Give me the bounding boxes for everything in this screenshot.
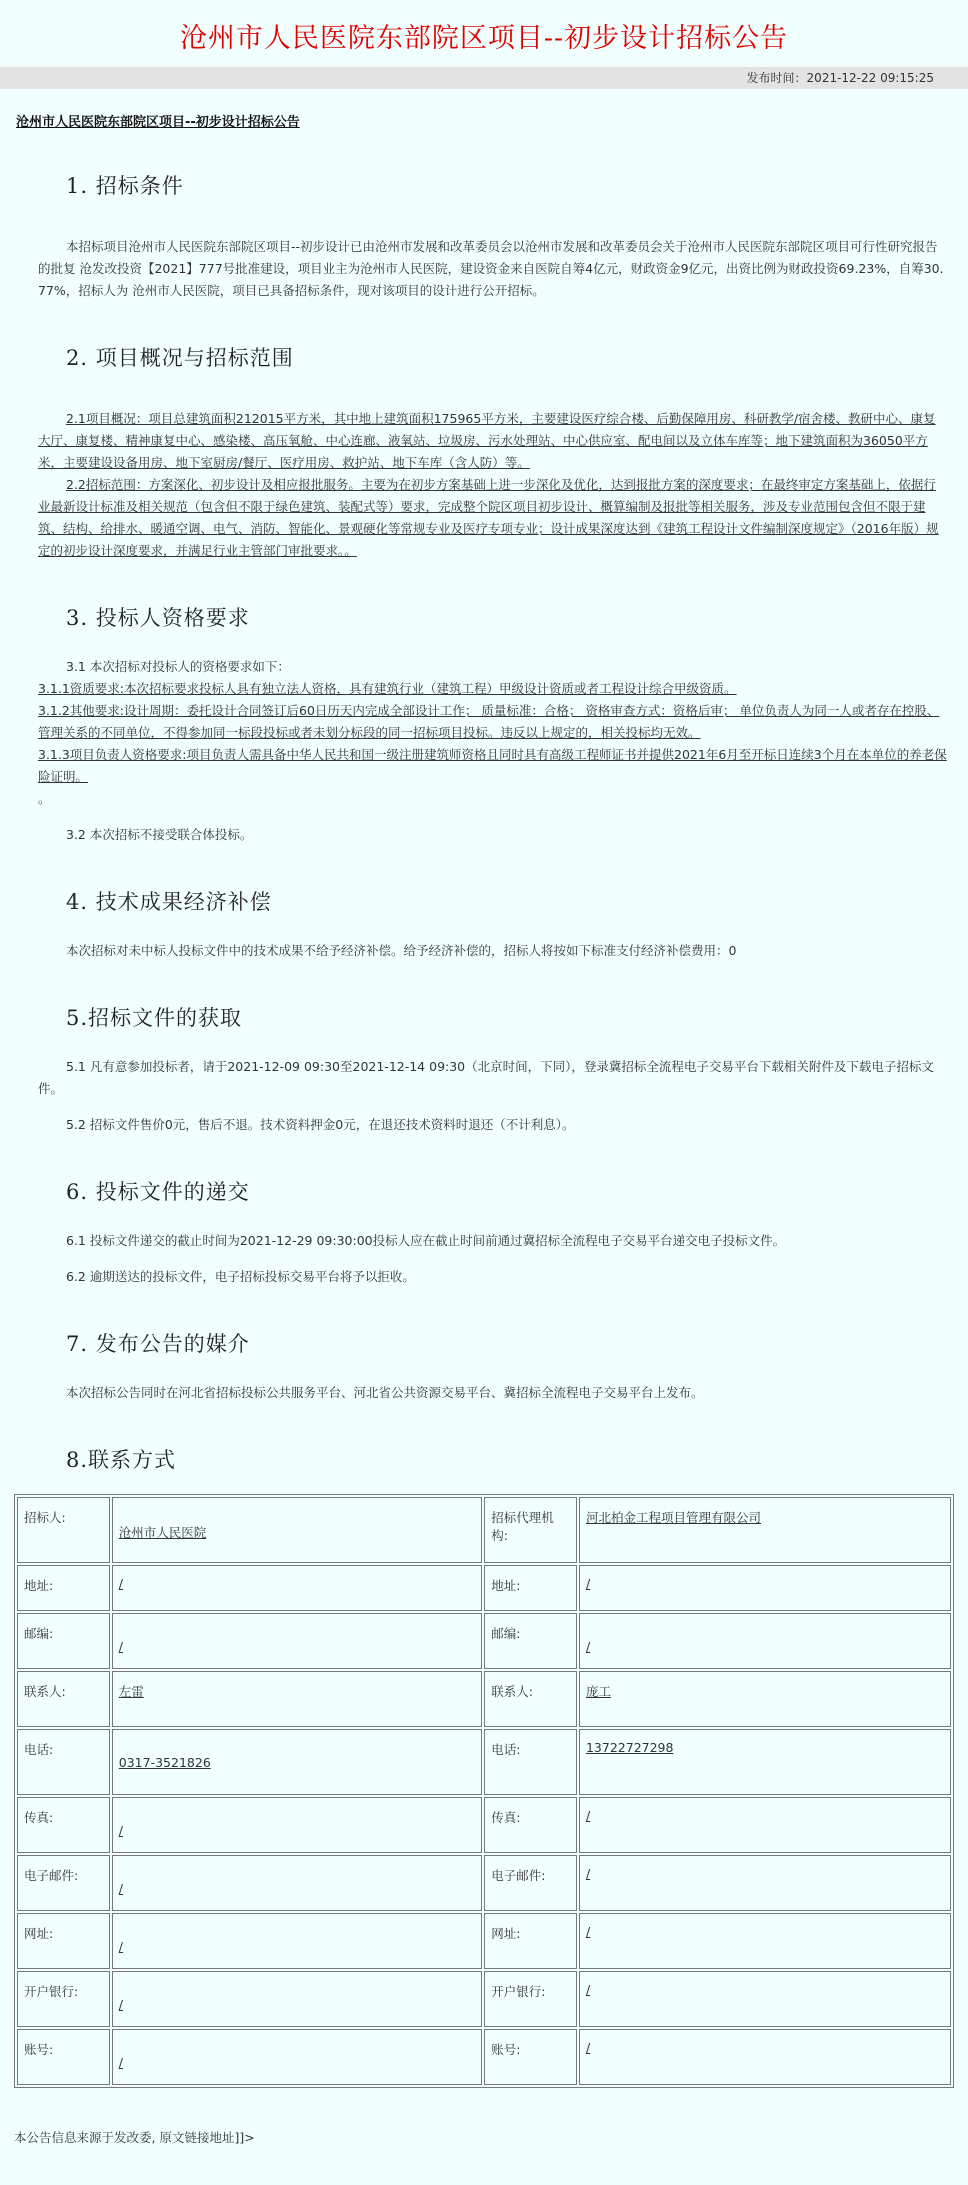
page-title: 沧州市人民医院东部院区项目--初步设计招标公告	[179, 23, 789, 54]
contact-row	[17, 1971, 951, 2027]
contact-row	[17, 1913, 951, 1969]
contact-row	[17, 1613, 951, 1669]
section-4-heading: 4. 技术成果经济补偿	[66, 890, 272, 914]
contact-label: 电话:	[17, 1729, 110, 1795]
late-submission-paragraph: 6.2 逾期送达的投标文件，电子招标投标交易平台将予以拒收。	[66, 1269, 415, 1284]
contact-value: /	[112, 2029, 482, 2085]
contact-value: /	[112, 1797, 482, 1853]
contact-value: 庞工	[579, 1671, 951, 1727]
document-acquisition-paragraph: 5.1 凡有意参加投标者，请于2021-12-09 09:30至2021-12-14 09:30（北京时间，下同），登录冀招标全流程电子交易平台下载相关附件及下载电子招标文件。	[38, 1059, 934, 1096]
contact-value: /	[579, 2029, 951, 2085]
section-3-heading: 3. 投标人资格要求	[66, 606, 250, 630]
compensation-paragraph: 本次招标对未中标人投标文件中的技术成果不给予经济补偿。给予经济补偿的，招标人将按如下标准支付经济补偿费用：0	[66, 943, 737, 958]
contact-row	[17, 1855, 951, 1911]
contact-label: 联系人:	[17, 1671, 110, 1727]
qualification-other: 3.1.2其他要求:设计周期：委托设计合同签订后60日历天内完成全部设计工作； 质量标准：合格； 资格审查方式：资格后审； 单位负责人为同一人或者存在控股、管理关系的不同单位，不得参加同一标段投标或者未划分标段的同一招标项目投标。违反以上规定的，相关投标均无效。	[38, 703, 940, 740]
contact-label: 联系人:	[484, 1671, 577, 1727]
contact-label: 网址:	[17, 1913, 110, 1969]
qualification-intro: 3.1 本次招标对投标人的资格要求如下：	[66, 659, 290, 674]
section-6-heading: 6. 投标文件的递交	[66, 1180, 250, 1204]
section-7-heading: 7. 发布公告的媒介	[66, 1332, 250, 1356]
contact-label: 邮编:	[484, 1613, 577, 1669]
contact-table	[14, 1494, 954, 2088]
contact-value: /	[579, 1797, 951, 1853]
project-overview-paragraph: 2.1项目概况：项目总建筑面积212015平方米，其中地上建筑面积175965平方米，主要建设医疗综合楼、后勤保障用房、科研教学/宿舍楼、教研中心、康复大厅、康复楼、精神康复中心、感染楼、高压氧舱、中心连廊、液氧站、垃圾房、污水处理站、中心供应室、配电间以及立体车库等；地下建筑面积为36050平方米，主要建设设备用房、地下室厨房/餐厅、医疗用房、救护站、地下车库（含人防）等。	[38, 411, 936, 470]
document-price-paragraph: 5.2 招标文件售价0元，售后不退。技术资料押金0元，在退还技术资料时退还（不计利息）。	[66, 1117, 575, 1132]
source-footer: 本公告信息来源于发改委, 原文链接地址]]>	[14, 2130, 255, 2145]
contact-label: 传真:	[17, 1797, 110, 1853]
contact-row	[17, 1671, 951, 1727]
section-5-heading: 5.招标文件的获取	[66, 1006, 243, 1030]
contact-label: 传真:	[484, 1797, 577, 1853]
contact-label: 账号:	[17, 2029, 110, 2085]
contact-value: /	[112, 1913, 482, 1969]
announcement-subtitle: 沧州市人民医院东部院区项目--初步设计招标公告	[16, 115, 300, 130]
contact-label: 地址:	[17, 1565, 110, 1611]
consortium-note: 3.2 本次招标不接受联合体投标。	[66, 827, 253, 842]
contact-value: /	[579, 1913, 951, 1969]
contact-value: /	[112, 1565, 482, 1611]
contact-row	[17, 1497, 951, 1563]
contact-label: 招标人:	[17, 1497, 110, 1563]
section-8-heading: 8.联系方式	[66, 1448, 177, 1472]
section-2-heading: 2. 项目概况与招标范围	[66, 346, 294, 370]
contact-label: 邮编:	[17, 1613, 110, 1669]
contact-row	[17, 1797, 951, 1853]
contact-value: /	[112, 1971, 482, 2027]
contact-value: 河北柏金工程项目管理有限公司	[579, 1497, 951, 1563]
contact-value: 左雷	[112, 1671, 482, 1727]
contact-label: 网址:	[484, 1913, 577, 1969]
contact-row	[17, 1565, 951, 1611]
contact-label: 开户银行:	[484, 1971, 577, 2027]
qualification-certificate: 3.1.1资质要求:本次招标要求投标人具有独立法人资格，具有建筑行业（建筑工程）甲级设计资质或者工程设计综合甲级资质。	[38, 681, 737, 696]
publish-time-bar	[0, 67, 968, 89]
contact-label: 招标代理机构:	[484, 1497, 577, 1563]
contact-value: /	[579, 1971, 951, 2027]
contact-value: /	[112, 1855, 482, 1911]
contact-value: /	[579, 1855, 951, 1911]
section-1-heading: 1. 招标条件	[66, 174, 184, 198]
contact-label: 电子邮件:	[484, 1855, 577, 1911]
contact-value: /	[579, 1565, 951, 1611]
publish-time: 发布时间：2021-12-22 09:15:25	[746, 71, 934, 85]
contact-value: /	[112, 1613, 482, 1669]
contact-label: 账号:	[484, 2029, 577, 2085]
qualification-project-leader: 3.1.3项目负责人资格要求:项目负责人需具备中华人民共和国一级注册建筑师资格且同时具有高级工程师证书并提供2021年6月至开标日连续3个月在本单位的养老保险证明。	[38, 747, 947, 784]
contact-row	[17, 2029, 951, 2085]
qualification-end-mark: 。	[38, 791, 51, 806]
contact-value: 沧州市人民医院	[112, 1497, 482, 1563]
contact-label: 电话:	[484, 1729, 577, 1795]
section-1-paragraph: 本招标项目沧州市人民医院东部院区项目--初步设计已由沧州市发展和改革委员会以沧州市发展和改革委员会关于沧州市人民医院东部院区项目可行性研究报告的批复 沧发改投资【2021】777号批准建设，项目业主为沧州市人民医院，建设资金来自医院自筹4亿元，财政资金9亿元，出资比例为财政投资69.23%，自筹30.77%，招标人为 沧州市人民医院，项目已具备招标条件，现对该项目的设计进行公开招标。	[38, 239, 944, 298]
submission-deadline-paragraph: 6.1 投标文件递交的截止时间为2021-12-29 09:30:00投标人应在截止时间前通过冀招标全流程电子交易平台递交电子投标文件。	[66, 1233, 786, 1248]
contact-value: 13722727298	[579, 1729, 951, 1795]
contact-value: 0317-3521826	[112, 1729, 482, 1795]
contact-label: 地址:	[484, 1565, 577, 1611]
contact-value: /	[579, 1613, 951, 1669]
contact-label: 开户银行:	[17, 1971, 110, 2027]
media-paragraph: 本次招标公告同时在河北省招标投标公共服务平台、河北省公共资源交易平台、冀招标全流程电子交易平台上发布。	[66, 1385, 704, 1400]
bidding-scope-paragraph: 2.2招标范围：方案深化、初步设计及相应报批服务。主要为在初步方案基础上进一步深化及优化，达到报批方案的深度要求；在最终审定方案基础上，依据行业最新设计标准及相关规范（包含但不限于绿色建筑、装配式等）要求，完成整个院区项目初步设计、概算编制及报批等相关服务，涉及专业范围包含但不限于建筑、结构、给排水、暖通空调、电气、消防、智能化、景观硬化等常规专业及医疗专项专业；设计成果深度达到《建筑工程设计文件编制深度规定》（2016年版）规定的初步设计深度要求，并满足行业主管部门审批要求。。	[38, 477, 939, 558]
contact-row	[17, 1729, 951, 1795]
contact-label: 电子邮件:	[17, 1855, 110, 1911]
